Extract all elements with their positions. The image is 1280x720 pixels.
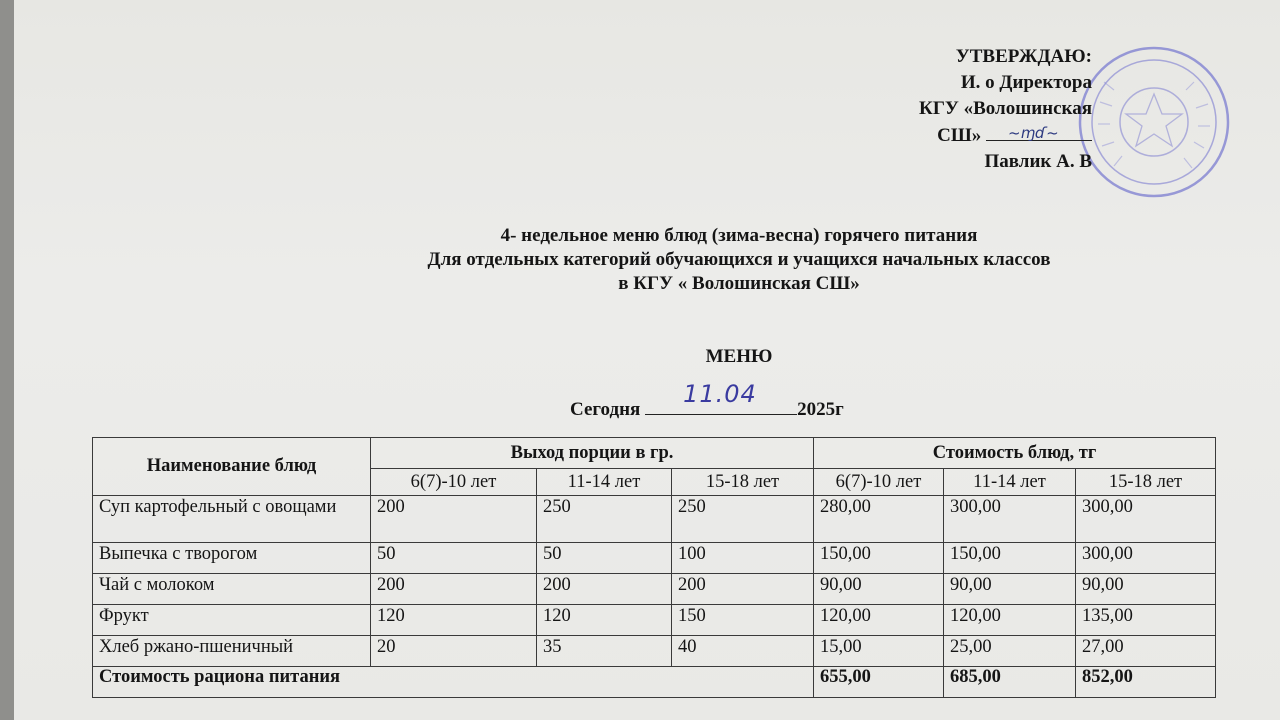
cost-cell: 300,00: [1076, 543, 1216, 574]
age-group: 11-14 лет: [944, 469, 1076, 496]
total-cost: 685,00: [944, 667, 1076, 698]
title-line-2: Для отдельных категорий обучающихся и учащихся начальных классов: [427, 249, 1051, 270]
title-line-3: в КГУ « Волошинская СШ»: [618, 273, 860, 294]
dish-name: Фрукт: [93, 605, 371, 636]
cost-cell: 90,00: [814, 574, 944, 605]
cost-cell: 27,00: [1076, 636, 1216, 667]
table-row: [93, 496, 1216, 543]
today-line: [570, 380, 844, 421]
table-row: [93, 543, 1216, 574]
age-group: 6(7)-10 лет: [814, 469, 944, 496]
age-group: 15-18 лет: [1076, 469, 1216, 496]
menu-heading: МЕНЮ: [705, 346, 773, 367]
portion-cell: 250: [537, 496, 672, 543]
portion-cell: 35: [537, 636, 672, 667]
handwritten-signature-icon: ~ɱɗ~: [1008, 124, 1059, 142]
menu-table: [92, 437, 1216, 698]
dish-name: Хлеб ржано-пшеничный: [93, 636, 371, 667]
portion-cell: 40: [672, 636, 814, 667]
portion-cell: 200: [672, 574, 814, 605]
cost-cell: 300,00: [944, 496, 1076, 543]
document-title: [14, 224, 1280, 296]
date-field: [645, 380, 797, 415]
cost-cell: 120,00: [814, 605, 944, 636]
document-sheet: [14, 0, 1280, 720]
age-group: 6(7)-10 лет: [371, 469, 537, 496]
approval-signature-line: [919, 122, 1092, 149]
approval-name: Павлик А. В: [984, 151, 1092, 172]
table-row: [93, 605, 1216, 636]
cost-cell: 280,00: [814, 496, 944, 543]
portion-cell: 100: [672, 543, 814, 574]
portion-cell: 150: [672, 605, 814, 636]
cost-cell: 120,00: [944, 605, 1076, 636]
today-year: 2025г: [797, 399, 844, 420]
total-label: Стоимость рациона питания: [93, 667, 814, 698]
portion-cell: 200: [371, 496, 537, 543]
dish-name: Суп картофельный с овощами: [93, 496, 371, 543]
cost-cell: 90,00: [944, 574, 1076, 605]
portion-cell: 120: [537, 605, 672, 636]
cost-cell: 150,00: [814, 543, 944, 574]
approval-position: И. о Директора: [960, 72, 1092, 93]
portion-cell: 120: [371, 605, 537, 636]
total-cost: 655,00: [814, 667, 944, 698]
header-portion: Выход порции в гр.: [371, 438, 814, 469]
portion-cell: 20: [371, 636, 537, 667]
table-row: [93, 636, 1216, 667]
header-dish-name: Наименование блюд: [93, 438, 371, 496]
portion-cell: 200: [371, 574, 537, 605]
dish-name: Чай с молоком: [93, 574, 371, 605]
age-group: 11-14 лет: [537, 469, 672, 496]
cost-cell: 25,00: [944, 636, 1076, 667]
title-line-1: 4- недельное меню блюд (зима-весна) горячего питания: [500, 225, 978, 246]
table-header-row: [93, 438, 1216, 469]
cost-cell: 15,00: [814, 636, 944, 667]
cost-cell: 135,00: [1076, 605, 1216, 636]
portion-cell: 250: [672, 496, 814, 543]
cost-cell: 300,00: [1076, 496, 1216, 543]
dish-name: Выпечка с творогом: [93, 543, 371, 574]
approval-org-suffix: СШ»: [937, 125, 982, 146]
portion-cell: 50: [371, 543, 537, 574]
total-cost: 852,00: [1076, 667, 1216, 698]
signature-field: [986, 122, 1092, 141]
cost-cell: 150,00: [944, 543, 1076, 574]
cost-cell: 90,00: [1076, 574, 1216, 605]
portion-cell: 200: [537, 574, 672, 605]
approval-heading: УТВЕРЖДАЮ:: [955, 46, 1092, 67]
handwritten-date: 11.04: [683, 380, 757, 408]
age-group: 15-18 лет: [672, 469, 814, 496]
portion-cell: 50: [537, 543, 672, 574]
table-row: [93, 574, 1216, 605]
approval-block: [919, 44, 1092, 175]
today-label: Сегодня: [570, 399, 641, 420]
total-row: [93, 667, 1216, 698]
header-cost: Стоимость блюд, тг: [814, 438, 1216, 469]
round-stamp-icon: [1074, 42, 1234, 202]
approval-org: КГУ «Волошинская: [919, 98, 1092, 119]
